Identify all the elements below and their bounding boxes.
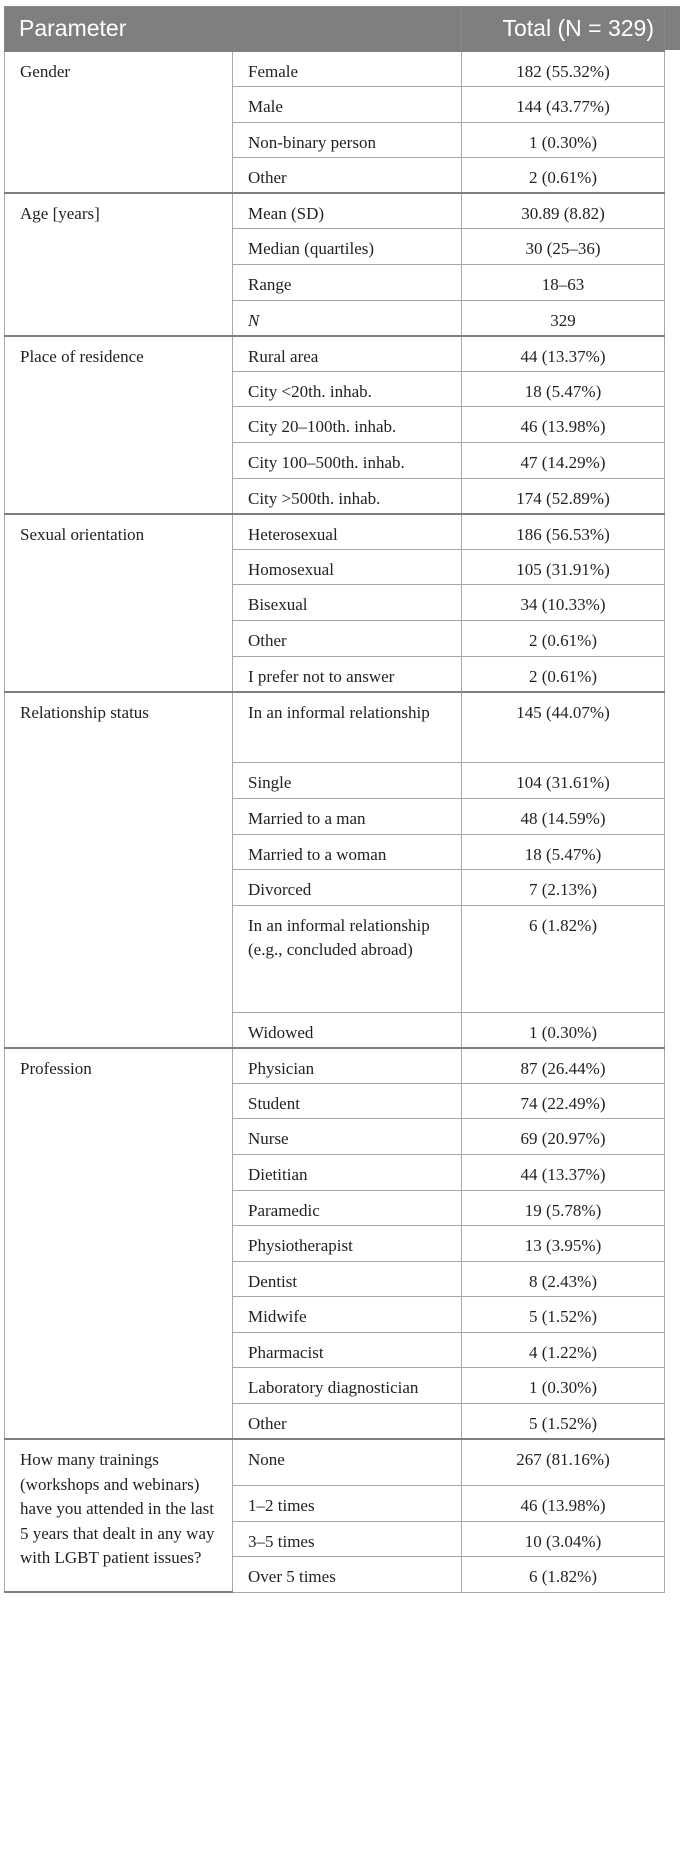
category-cell: Female bbox=[233, 51, 462, 87]
value-cell: 105 (31.91%) bbox=[462, 549, 665, 585]
category-cell: Dentist bbox=[233, 1261, 462, 1297]
value-cell: 6 (1.82%) bbox=[462, 905, 665, 1012]
value-cell: 5 (1.52%) bbox=[462, 1297, 665, 1333]
table-row bbox=[5, 514, 665, 550]
category-cell: Single bbox=[233, 763, 462, 799]
value-cell: 174 (52.89%) bbox=[462, 478, 665, 514]
value-cell: 30 (25–36) bbox=[462, 229, 665, 265]
category-cell: Laboratory diagnostician bbox=[233, 1368, 462, 1404]
category-cell: None bbox=[233, 1439, 462, 1485]
category-cell: Pharmacist bbox=[233, 1332, 462, 1368]
category-cell: Non-binary person bbox=[233, 122, 462, 158]
value-cell: 104 (31.61%) bbox=[462, 763, 665, 799]
value-cell: 2 (0.61%) bbox=[462, 621, 665, 657]
category-cell: City >500th. inhab. bbox=[233, 478, 462, 514]
category-cell: 1–2 times bbox=[233, 1485, 462, 1521]
value-cell: 145 (44.07%) bbox=[462, 692, 665, 763]
table-row bbox=[5, 193, 665, 229]
table-row bbox=[5, 336, 665, 372]
value-cell: 44 (13.37%) bbox=[462, 336, 665, 372]
category-cell: Physician bbox=[233, 1048, 462, 1084]
category-cell: I prefer not to answer bbox=[233, 656, 462, 692]
value-cell: 1 (0.30%) bbox=[462, 1368, 665, 1404]
parameter-cell: Profession bbox=[5, 1048, 233, 1440]
value-cell: 5 (1.52%) bbox=[462, 1404, 665, 1440]
category-cell: Range bbox=[233, 265, 462, 301]
parameter-cell: Gender bbox=[5, 51, 233, 193]
category-cell: Over 5 times bbox=[233, 1557, 462, 1593]
category-cell: 3–5 times bbox=[233, 1521, 462, 1557]
table-row bbox=[5, 692, 665, 763]
value-cell: 6 (1.82%) bbox=[462, 1557, 665, 1593]
value-cell: 186 (56.53%) bbox=[462, 514, 665, 550]
table-row bbox=[5, 1439, 665, 1485]
value-cell: 30.89 (8.82) bbox=[462, 193, 665, 229]
category-cell: City <20th. inhab. bbox=[233, 371, 462, 407]
value-cell: 18 (5.47%) bbox=[462, 834, 665, 870]
table-row bbox=[5, 51, 665, 87]
parameter-cell: Age [years] bbox=[5, 193, 233, 335]
header-row bbox=[5, 7, 665, 52]
parameter-cell: How many trainings (workshops and webinars) have you attended in the last 5 years that dealt in any way with LGBT patient issues? bbox=[5, 1439, 233, 1592]
category-cell: Married to a man bbox=[233, 798, 462, 834]
header-continuation bbox=[664, 7, 680, 50]
category-cell: Widowed bbox=[233, 1012, 462, 1048]
category-cell: Married to a woman bbox=[233, 834, 462, 870]
value-cell: 2 (0.61%) bbox=[462, 158, 665, 194]
category-cell: Mean (SD) bbox=[233, 193, 462, 229]
value-cell: 329 bbox=[462, 300, 665, 336]
value-cell: 74 (22.49%) bbox=[462, 1083, 665, 1119]
value-cell: 44 (13.37%) bbox=[462, 1154, 665, 1190]
table-row bbox=[5, 1048, 665, 1084]
value-cell: 2 (0.61%) bbox=[462, 656, 665, 692]
parameter-cell: Place of residence bbox=[5, 336, 233, 514]
category-cell: Divorced bbox=[233, 870, 462, 906]
category-cell: Dietitian bbox=[233, 1154, 462, 1190]
demographics-table bbox=[4, 6, 665, 1593]
category-cell: Other bbox=[233, 1404, 462, 1440]
category-cell: Nurse bbox=[233, 1119, 462, 1155]
value-cell: 4 (1.22%) bbox=[462, 1332, 665, 1368]
value-cell: 34 (10.33%) bbox=[462, 585, 665, 621]
category-cell: Heterosexual bbox=[233, 514, 462, 550]
value-cell: 1 (0.30%) bbox=[462, 122, 665, 158]
category-cell: City 20–100th. inhab. bbox=[233, 407, 462, 443]
category-cell: Midwife bbox=[233, 1297, 462, 1333]
value-cell: 46 (13.98%) bbox=[462, 407, 665, 443]
value-cell: 7 (2.13%) bbox=[462, 870, 665, 906]
header-total: Total (N = 329) bbox=[462, 7, 665, 52]
value-cell: 13 (3.95%) bbox=[462, 1226, 665, 1262]
value-cell: 1 (0.30%) bbox=[462, 1012, 665, 1048]
category-cell: City 100–500th. inhab. bbox=[233, 443, 462, 479]
value-cell: 18 (5.47%) bbox=[462, 371, 665, 407]
value-cell: 69 (20.97%) bbox=[462, 1119, 665, 1155]
category-cell: Other bbox=[233, 158, 462, 194]
category-cell: Male bbox=[233, 87, 462, 123]
table-body bbox=[5, 51, 665, 1592]
category-cell: N bbox=[233, 300, 462, 336]
value-cell: 19 (5.78%) bbox=[462, 1190, 665, 1226]
parameter-cell: Relationship status bbox=[5, 692, 233, 1048]
value-cell: 46 (13.98%) bbox=[462, 1485, 665, 1521]
value-cell: 144 (43.77%) bbox=[462, 87, 665, 123]
value-cell: 182 (55.32%) bbox=[462, 51, 665, 87]
category-cell: Bisexual bbox=[233, 585, 462, 621]
value-cell: 87 (26.44%) bbox=[462, 1048, 665, 1084]
table-right-edge bbox=[664, 6, 680, 1851]
category-cell: In an informal relationship (e.g., concluded abroad) bbox=[233, 905, 462, 1012]
value-cell: 10 (3.04%) bbox=[462, 1521, 665, 1557]
category-cell: Median (quartiles) bbox=[233, 229, 462, 265]
header-parameter: Parameter bbox=[5, 7, 462, 52]
category-cell: Physiotherapist bbox=[233, 1226, 462, 1262]
value-cell: 267 (81.16%) bbox=[462, 1439, 665, 1485]
parameter-cell: Sexual orientation bbox=[5, 514, 233, 692]
category-cell: Paramedic bbox=[233, 1190, 462, 1226]
value-cell: 8 (2.43%) bbox=[462, 1261, 665, 1297]
value-cell: 48 (14.59%) bbox=[462, 798, 665, 834]
value-cell: 47 (14.29%) bbox=[462, 443, 665, 479]
category-cell: Homosexual bbox=[233, 549, 462, 585]
value-cell: 18–63 bbox=[462, 265, 665, 301]
category-cell: Rural area bbox=[233, 336, 462, 372]
category-cell: Student bbox=[233, 1083, 462, 1119]
category-cell: In an informal relationship bbox=[233, 692, 462, 763]
category-cell: Other bbox=[233, 621, 462, 657]
